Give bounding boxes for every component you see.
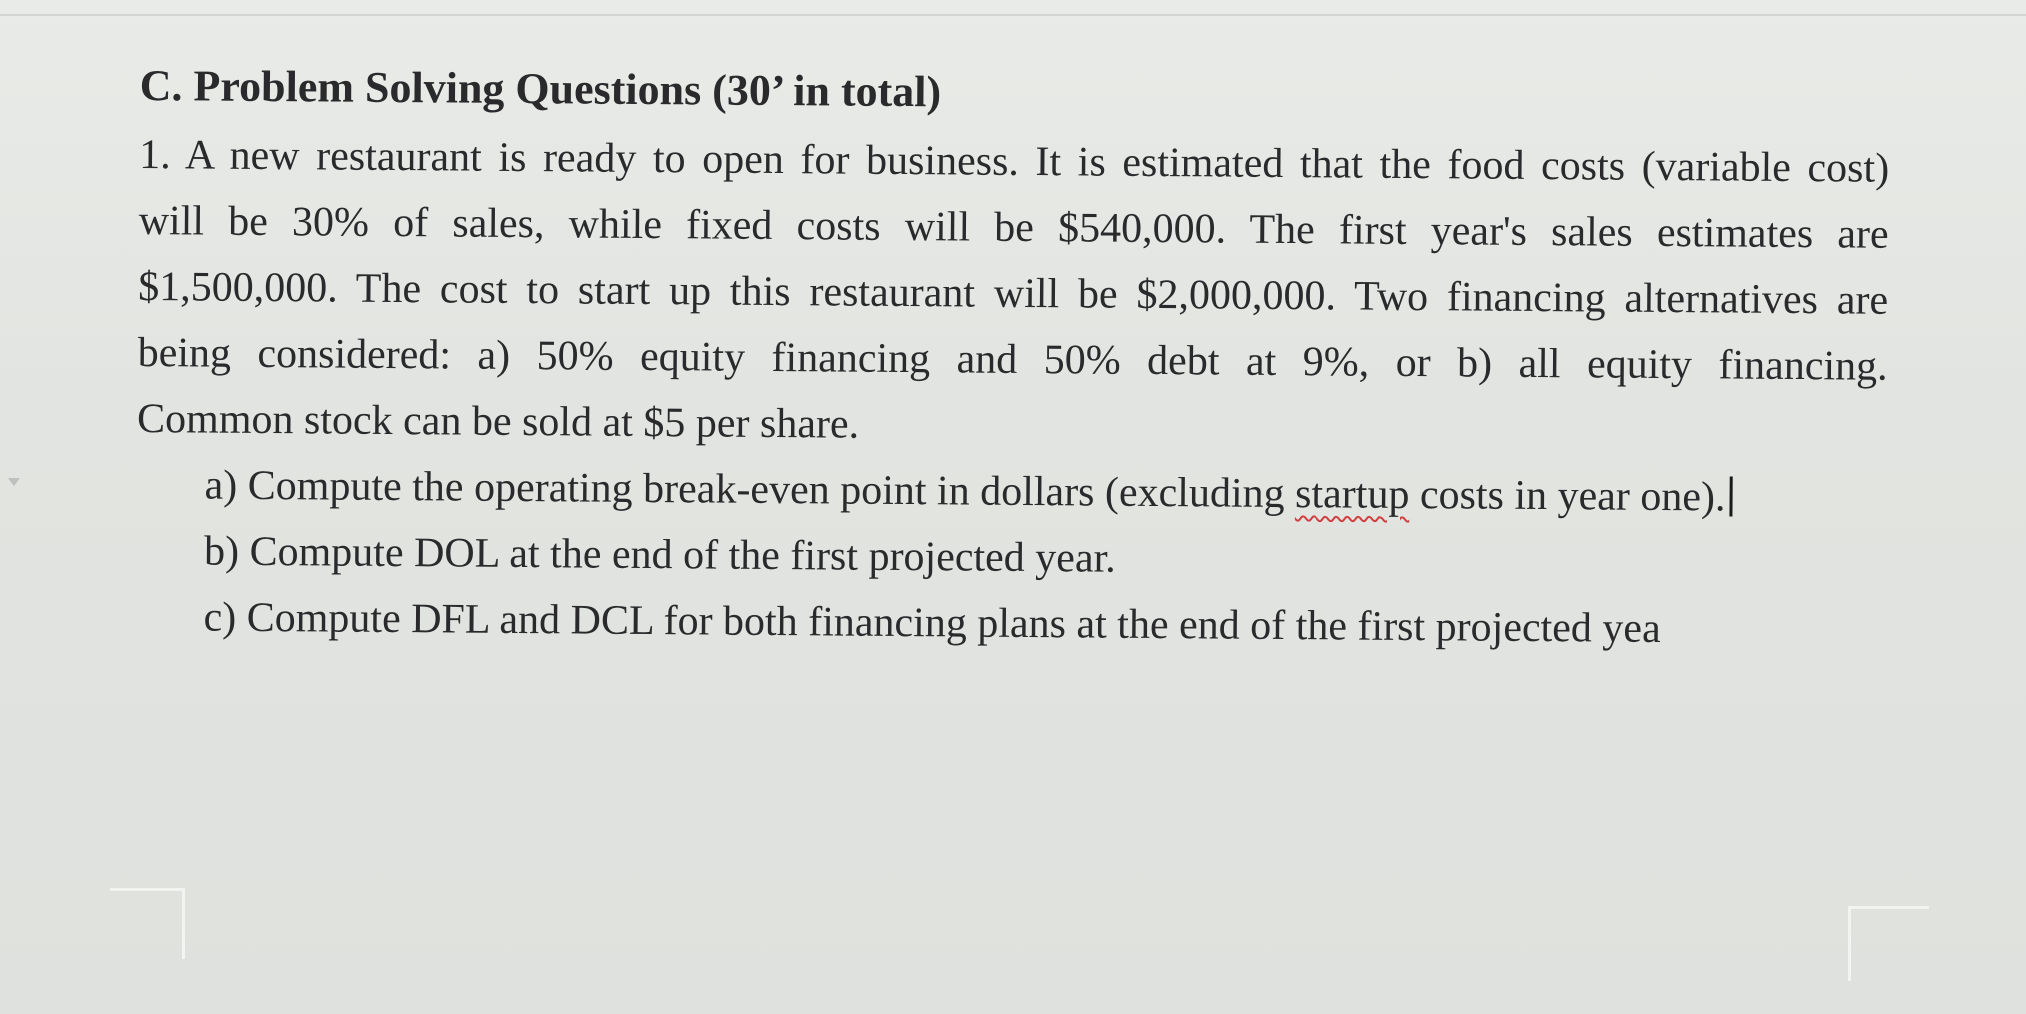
paragraph-line: $1,500,000. The cost to start up this restaurant will be $2,000,000. Two financing alternatives are xyxy=(138,263,1889,324)
page-corner-mark-right xyxy=(1848,906,1929,981)
paragraph-line: will be 30% of sales, while fixed costs will be $540,000. The first year's sales estimates are xyxy=(138,197,1889,258)
page-top-border xyxy=(0,14,2026,16)
section-heading: C. Problem Solving Questions (30’ in total) xyxy=(139,60,942,117)
paragraph-line: being considered: a) 50% equity financing and 50% debt at 9%, or b) all equity financing. xyxy=(137,329,1888,390)
text-cursor xyxy=(1729,476,1732,516)
sub-question-a-text-end: costs in year one). xyxy=(1409,471,1726,521)
sub-question-c: c) Compute DFL and DCL for both financing plans at the end of the first projected yea xyxy=(203,594,1661,652)
paragraph-line: 1. A new restaurant is ready to open for business. It is estimated that the food costs (variable cost) xyxy=(139,131,1890,192)
sub-question-b: b) Compute DOL at the end of the first projected year. xyxy=(203,528,1116,582)
margin-marker-icon xyxy=(8,478,20,486)
sub-question-a-text-start: a) Compute the operating break-even point in dollars (excluding xyxy=(204,462,1296,518)
document-body[interactable] xyxy=(135,56,1920,664)
page-corner-mark-left xyxy=(110,888,185,959)
paragraph-line: Common stock can be sold at $5 per share. xyxy=(136,395,860,448)
question-paragraph xyxy=(137,122,1890,466)
spelling-flagged-word[interactable]: startup xyxy=(1294,471,1410,518)
sub-question-list xyxy=(203,453,1917,664)
